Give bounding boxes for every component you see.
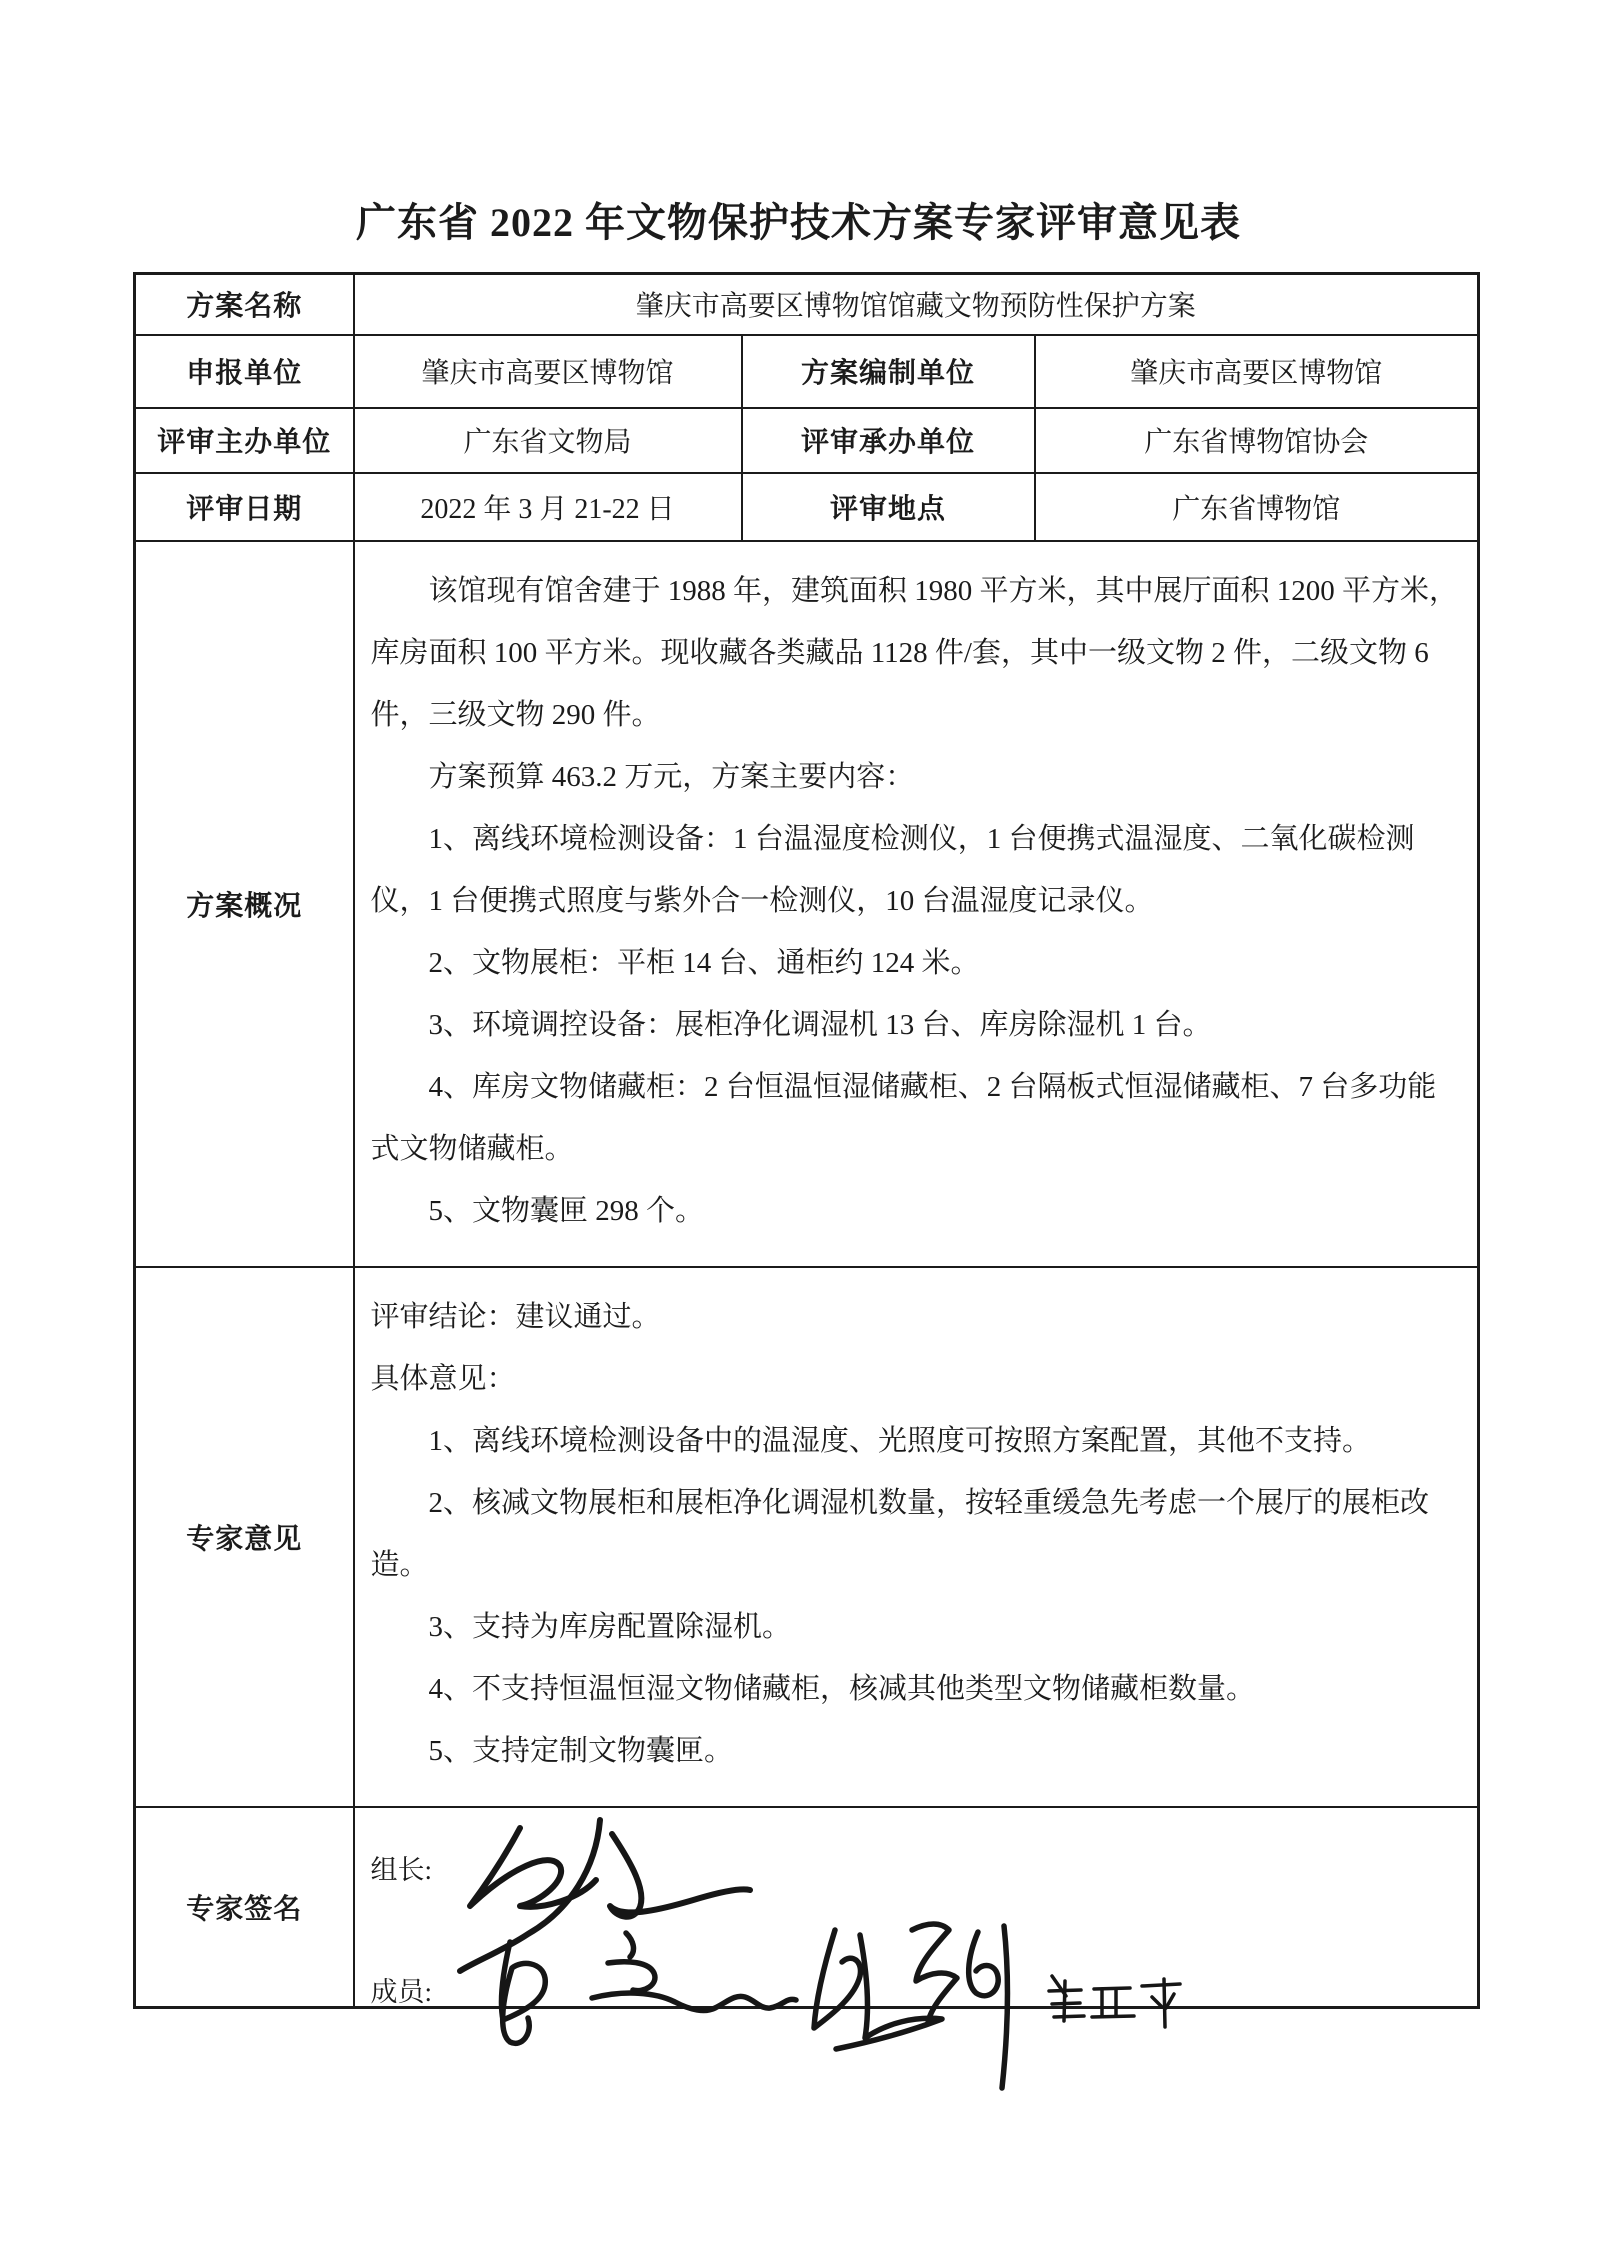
overview-paragraph: 3、环境调控设备：展柜净化调湿机 13 台、库房除湿机 1 台。 bbox=[428, 1008, 1212, 1041]
review-form-table bbox=[133, 272, 1480, 2009]
signatures-label: 专家签名 bbox=[135, 1807, 354, 2008]
opinion-heading: 具体意见： bbox=[370, 1362, 516, 1395]
overview-paragraph: 该馆现有馆舍建于 1988 年，建筑面积 1980 平方米，其中展厅面积 1200 平方米，库房面积 100 平方米。现收藏各类藏品 1128 件/套，其中一级文物 2 件，二级文物 6 件，三级文物 290 件。 bbox=[370, 574, 1459, 731]
review-host-label: 评审主办单位 bbox=[135, 408, 354, 473]
review-organizer-value: 广东省博物馆协会 bbox=[1035, 408, 1479, 473]
row-plan-name bbox=[135, 274, 1479, 335]
opinion-item: 5、支持定制文物囊匣。 bbox=[428, 1734, 734, 1767]
opinion-item: 1、离线环境检测设备中的温湿度、光照度可按照方案配置，其他不支持。 bbox=[428, 1424, 1372, 1457]
page-title: 广东省 2022 年文物保护技术方案专家评审意见表 bbox=[356, 200, 1241, 245]
signatures-content bbox=[354, 1807, 1479, 2008]
opinion-item: 2、核减文物展柜和展柜净化调湿机数量，按轻重缓急先考虑一个展厅的展柜改造。 bbox=[370, 1486, 1430, 1581]
overview-paragraph: 5、文物囊匣 298 个。 bbox=[428, 1194, 705, 1227]
applicant-label: 申报单位 bbox=[135, 335, 354, 408]
member-signature-label: 成员: bbox=[370, 1976, 433, 2007]
overview-label: 方案概况 bbox=[135, 541, 354, 1267]
plan-name-value: 肇庆市高要区博物馆馆藏文物预防性保护方案 bbox=[354, 274, 1479, 335]
compiler-label: 方案编制单位 bbox=[742, 335, 1035, 408]
overview-content bbox=[354, 541, 1479, 1267]
review-organizer-label: 评审承办单位 bbox=[742, 408, 1035, 473]
overview-paragraph: 方案预算 463.2 万元，方案主要内容： bbox=[428, 760, 915, 793]
row-review-date bbox=[135, 473, 1479, 541]
review-date-value: 2022 年 3 月 21-22 日 bbox=[354, 473, 742, 541]
row-applicant bbox=[135, 335, 1479, 408]
opinions-content bbox=[354, 1267, 1479, 1807]
review-location-value: 广东省博物馆 bbox=[1035, 473, 1479, 541]
overview-paragraph: 4、库房文物储藏柜：2 台恒温恒湿储藏柜、2 台隔板式恒湿储藏柜、7 台多功能式文物储藏柜。 bbox=[370, 1070, 1437, 1165]
row-expert-opinions bbox=[135, 1267, 1479, 1807]
opinion-item: 4、不支持恒温恒湿文物储藏柜，核减其他类型文物储藏柜数量。 bbox=[428, 1672, 1256, 1705]
compiler-value: 肇庆市高要区博物馆 bbox=[1035, 335, 1479, 408]
plan-name-label: 方案名称 bbox=[135, 274, 354, 335]
review-location-label: 评审地点 bbox=[742, 473, 1035, 541]
row-plan-overview bbox=[135, 541, 1479, 1267]
applicant-value: 肇庆市高要区博物馆 bbox=[354, 335, 742, 408]
opinion-item: 3、支持为库房配置除湿机。 bbox=[428, 1610, 792, 1643]
review-host-value: 广东省文物局 bbox=[354, 408, 742, 473]
overview-paragraph: 1、离线环境检测设备：1 台温湿度检测仪，1 台便携式温湿度、二氧化碳检测仪，1 台便携式照度与紫外合一检测仪，10 台温湿度记录仪。 bbox=[370, 822, 1415, 917]
review-date-label: 评审日期 bbox=[135, 473, 354, 541]
overview-paragraph: 2、文物展柜：平柜 14 台、通柜约 124 米。 bbox=[428, 946, 980, 979]
row-expert-signatures bbox=[135, 1807, 1479, 2008]
leader-signature-label: 组长: bbox=[370, 1854, 433, 1885]
opinion-conclusion: 评审结论：建议通过。 bbox=[370, 1300, 661, 1333]
row-review-host bbox=[135, 408, 1479, 473]
opinions-label: 专家意见 bbox=[135, 1267, 354, 1807]
